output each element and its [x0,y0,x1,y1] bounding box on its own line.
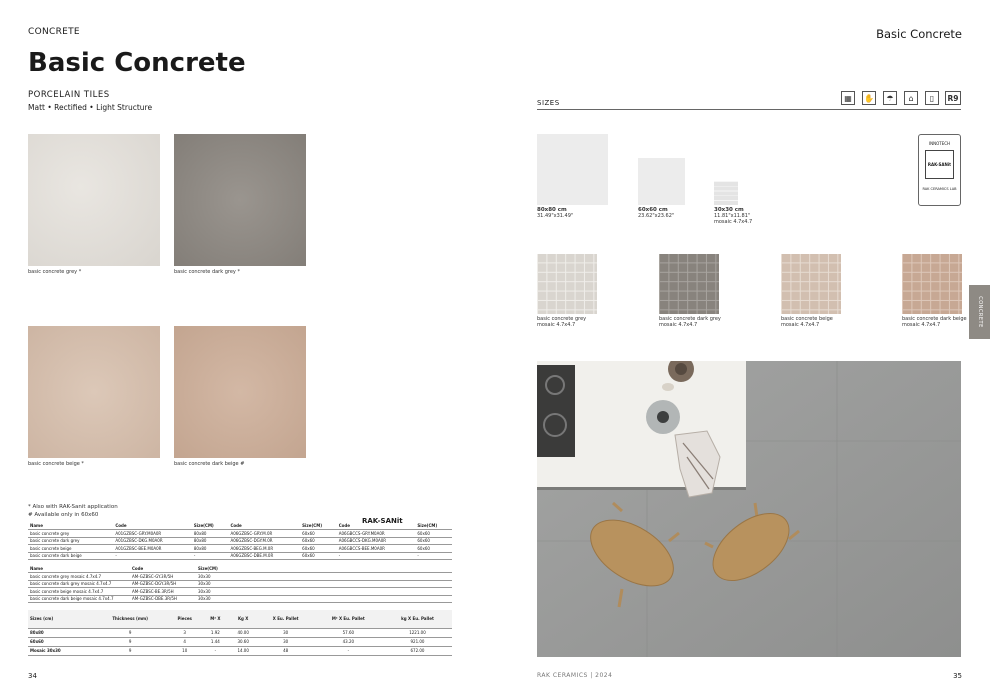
size-label: 30x30 cm [714,207,744,213]
tile-beige [28,326,160,458]
size-label: 60x60 cm [638,207,668,213]
packaging-table: Sizes (cm) Thickness (mm) Pieces M² X Kg X X Eu. Pallet M² X Eu. Pallet kg X Eu. Pallet 80x80 9 3 1.92 40.00 30 57.60 1221.00 60x60 9 4 1.44 30.60 30 43.20 921.00 Mosaic 30x30 9 10 - 14.00 48 - 672.00 [28,610,452,656]
sizes-label: SIZES [537,99,560,107]
size-swatch-80x80 [537,134,608,205]
mosaic-swatch [659,254,719,314]
innotech-badge [918,134,961,206]
product-subtitle: PORCELAIN TILES [28,90,110,100]
innotech-brand: RAK-SANit [927,162,952,167]
size-swatch-60x60 [638,158,685,205]
interior-scene [537,361,961,657]
footer-brand: RAK CERAMICS | 2024 [537,672,613,679]
page-number-right: 35 [953,672,962,680]
mosaic-swatch [781,254,841,314]
mosaic-label: basic concrete beige [781,316,833,322]
product-code-table: Name Code Size(CM) Code Size(CM) Code Size(CM) basic concrete grey A01GZBSC-GRY.M0A0R 80x80 A06GZBSC-GRY.M.0R 60x60 A06GBCCS-GRY.M0A0R 60x60 basic concrete dark grey A01GZBSC-DKG.M0A0R 80x80 A06GZBSC-DGY.M.0R 60x60 A06GBCCS-DKG.M0A0R 60x60 basic concrete beige A01GZBSC-BEE.M0A0R 80x80 A06GZBSC-BEG.M.0R 60x60 A06GBCCS-BEE.M0A0R 60x60 basic concrete dark beige - - A06GZBSC-DBE.M.0R 60x60 - - [28,522,452,560]
size-swatch-30x30 [714,181,738,205]
tile-dark-grey [174,134,306,266]
mosaic-sub: mosaic 4.7x4.7 [781,322,820,328]
interior-photo [537,361,961,657]
mosaic-sub: mosaic 4.7x4.7 [902,322,941,328]
table-row: 80x80 9 3 1.92 40.00 30 57.60 1221.00 [28,628,452,637]
tile-caption: basic concrete dark grey * [174,269,240,275]
mosaic-code-table: Name Code Size(CM) basic concrete grey mosaic 4.7x4.7 AM-GZBSC-GY.3R/5H 30x30 basic concrete dark grey mosaic 4.7x4.7 AM-GZBSC-DGY.3R/5H 30x30 basic concrete beige mosaic 4.7x4.7 AM-GZBSC-BE.3R/5H 30x30 basic concrete dark beige mosaic 4.7x4.7 AM-GZBSC-DBE.3R/5H 30x30 [28,565,452,603]
table-row: basic concrete beige A01GZBSC-BEE.M0A0R 80x80 A06GZBSC-BEG.M.0R 60x60 A06GBCCS-BEE.M0A0R 60x60 [28,545,452,553]
grid-icon: ▦ [841,91,855,105]
table-row: 60x60 9 4 1.44 30.60 30 43.20 921.00 [28,637,452,646]
slip-rating-badge: R9 [945,91,961,105]
hand-icon: ✋ [862,91,876,105]
mosaic-swatch [537,254,597,314]
mosaic-label: basic concrete dark grey [659,316,721,322]
table-row: basic concrete dark grey A01GZBSC-DKG.M0A0R 80x80 A06GZBSC-DGY.M.0R 60x60 A06GBCCS-DKG.M0A0R 60x60 [28,537,452,545]
product-features: Matt • Rectified • Light Structure [28,103,153,112]
note: # Available only in 60x60 [28,512,99,518]
table-row: basic concrete dark beige mosaic 4.7x4.7 AM-GZBSC-DBE.3R/5H 30x30 [28,595,452,603]
antibacterial-icon: ☂ [883,91,897,105]
mosaic-sub: mosaic 4.7x4.7 [537,322,576,328]
table-row: basic concrete grey mosaic 4.7x4.7 AM-GZBSC-GY.3R/5H 30x30 [28,573,452,581]
page-title: Basic Concrete [28,48,246,78]
tile-caption: basic concrete dark beige # [174,461,245,467]
sizes-divider [537,109,961,110]
tile-caption: basic concrete grey * [28,269,82,275]
size-sub: 11.81"x11.81" [714,213,751,219]
note: * Also with RAK-Sanit application [28,504,118,510]
table-row: Mosaic 30x30 9 10 - 14.00 48 - 672.00 [28,646,452,655]
wall-icon: ▯ [925,91,939,105]
mosaic-label: basic concrete dark beige [902,316,967,322]
side-tab [969,285,990,339]
size-sub: mosaic 4.7x4.7 [714,219,753,225]
innotech-lab: RAK CERAMICS LAB [922,187,957,191]
mosaic-swatch [902,254,962,314]
table-row: basic concrete dark beige - - A06GZBSC-DBE.M.0R 60x60 - - [28,552,452,560]
home-icon: ⌂ [904,91,918,105]
size-sub: 23.62"x23.62" [638,213,675,219]
table-row: basic concrete grey A01GZBSC-GRY.M0A0R 80x80 A06GZBSC-GRY.M.0R 60x60 A06GBCCS-GRY.M0A0R 60x60 [28,530,452,538]
innotech-title: INNOTECH [928,141,951,146]
tile-grey [28,134,160,266]
page-number-left: 34 [28,672,37,680]
rak-sanit-logo: RAK-SANit [362,517,403,525]
size-sub: 31.49"x31.49" [537,213,574,219]
tile-dark-beige [174,326,306,458]
table-row: basic concrete dark grey mosaic 4.7x4.7 AM-GZBSC-DGY.3R/5H 30x30 [28,580,452,588]
mosaic-sub: mosaic 4.7x4.7 [659,322,698,328]
table-row: basic concrete beige mosaic 4.7x4.7 AM-GZBSC-BE.3R/5H 30x30 [28,588,452,596]
mosaic-label: basic concrete grey [537,316,587,322]
innotech-logo [925,150,954,179]
side-tab-label: CONCRETE [976,296,983,328]
size-label: 80x80 cm [537,207,567,213]
header-title: Basic Concrete [876,27,962,41]
tile-caption: basic concrete beige * [28,461,84,467]
category-label: CONCRETE [28,27,80,37]
